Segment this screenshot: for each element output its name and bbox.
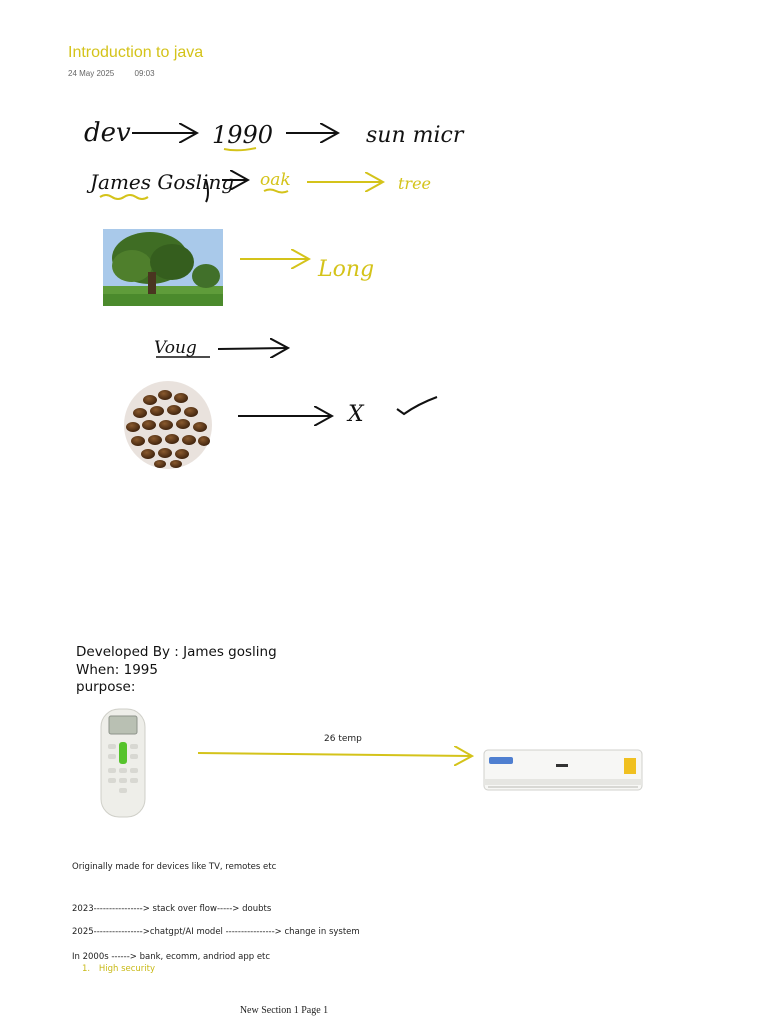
coffee-beans-image [124,381,212,469]
remote-image [101,709,145,817]
ac-arrow [198,753,470,756]
hw-sun-micr: sun micr [366,123,464,148]
note-line-2: 2023----------------> stack over flow-----> doubts [72,904,272,914]
page-footer: New Section 1 Page 1 [239,1005,329,1016]
developed-by-text: Developed By : James gosling [76,644,277,660]
page-time: 09:03 [134,69,155,78]
hw-tree: tree [398,174,432,193]
hw-squiggle [100,195,148,199]
hw-oak: oak [260,170,291,190]
note-line-3: 2025---------------->chatgpt/AI model ----------------> change in system [72,927,360,937]
hw-cross: X [348,402,364,427]
when-text: When: 1995 [76,662,158,678]
hw-long: Long [318,257,375,282]
note-line-4: In 2000s ------> bank, ecomm, andriod app etc [72,952,271,962]
hw-voug: Voug [154,338,197,358]
numbered-list [82,964,155,974]
page-title: Introduction to java [68,44,204,61]
ac-arrow-label: 26 temp [324,734,362,744]
air-conditioner-image [484,750,642,790]
purpose-text: purpose: [76,679,136,695]
note-line-1: Originally made for devices like TV, remotes etc [72,862,277,872]
list-item-text: High security [98,964,156,974]
tree-image [103,229,223,306]
page-date: 24 May 2025 [68,69,115,78]
hw-1990: 1990 [212,121,274,149]
hw-dev: dev [84,118,131,148]
hw-james-gosling: James Gosling [90,170,235,194]
list-item-number: 1. [82,964,91,974]
hw-arrow-6 [218,348,286,349]
hw-tick-mark [397,397,437,414]
